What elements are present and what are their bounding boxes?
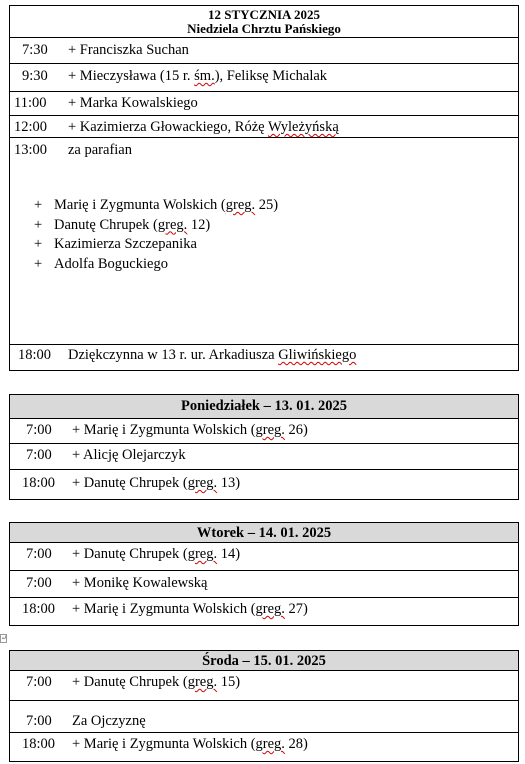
mass-intention: + Marię i Zygmunta Wolskich (greg. 26) <box>72 422 308 438</box>
mass-intention: Dziękczynna w 13 r. ur. Arkadiusza Gliwińskiego <box>68 347 357 363</box>
mass-time: 18:00 <box>22 475 56 491</box>
table-row <box>10 38 518 64</box>
table-row <box>10 571 518 598</box>
list-item: + Danutę Chrupek (greg. 12) <box>22 216 518 236</box>
mass-intention: za parafian <box>68 142 132 158</box>
monday-header: Poniedziałek – 13. 01. 2025 <box>10 395 518 419</box>
table-row <box>10 733 518 762</box>
sunday-schedule-table <box>9 5 519 371</box>
mass-time: 18:00 <box>22 601 56 617</box>
mass-time: 9:30 <box>22 68 48 84</box>
mass-time: 7:00 <box>26 447 52 463</box>
mass-time: 7:00 <box>26 575 52 591</box>
table-row <box>10 598 518 626</box>
table-row <box>10 671 518 701</box>
mass-intention: + Danutę Chrupek (greg. 13) <box>72 475 241 491</box>
intention-list <box>22 196 518 274</box>
mass-time: 7:00 <box>26 422 52 438</box>
table-row <box>10 701 518 733</box>
mass-time: 7:00 <box>26 674 52 690</box>
mass-time: 18:00 <box>18 347 52 363</box>
mass-time: 18:00 <box>22 736 56 752</box>
mass-intention: + Danutę Chrupek (greg. 15) <box>72 674 241 690</box>
table-row <box>10 92 518 116</box>
mass-time: 11:00 <box>14 95 47 111</box>
sunday-feast-name: Niedziela Chrztu Pańskiego <box>187 21 341 36</box>
mass-intention: + Monikę Kowalewską <box>72 575 208 591</box>
table-row <box>10 543 518 571</box>
mass-time: 12:00 <box>14 119 48 135</box>
list-item: + Marię i Zygmunta Wolskich (greg. 25) <box>22 196 518 216</box>
mass-intention: + Marka Kowalskiego <box>68 95 198 111</box>
sunday-header <box>10 6 518 38</box>
table-row <box>10 444 518 470</box>
monday-schedule-table <box>9 394 519 500</box>
mass-intention: + Mieczysława (15 r. śm.), Feliksę Michalak <box>68 68 328 84</box>
mass-time: 7:30 <box>22 42 48 58</box>
list-item: + Kazimierza Szczepanika <box>22 235 518 255</box>
wednesday-header: Środa – 15. 01. 2025 <box>10 651 518 671</box>
table-row <box>10 345 518 370</box>
anchor-marker-icon: ↵ <box>1 634 7 642</box>
table-row <box>10 138 518 345</box>
wednesday-schedule-table <box>9 650 519 762</box>
tuesday-schedule-table <box>9 522 519 626</box>
table-row <box>10 64 518 92</box>
tuesday-header: Wtorek – 14. 01. 2025 <box>10 523 518 543</box>
mass-time: 7:00 <box>26 713 52 729</box>
table-row <box>10 470 518 500</box>
mass-intention: + Marię i Zygmunta Wolskich (greg. 28) <box>72 736 308 752</box>
mass-time: 13:00 <box>14 142 48 158</box>
sunday-date-title: 12 STYCZNIA 2025 <box>208 7 320 22</box>
mass-time: 7:00 <box>26 546 52 562</box>
list-item: + Adolfa Boguckiego <box>22 255 518 275</box>
mass-intention: + Marię i Zygmunta Wolskich (greg. 27) <box>72 601 308 617</box>
mass-intention: + Franciszka Suchan <box>68 42 189 58</box>
table-row <box>10 419 518 444</box>
mass-intention: + Kazimierza Głowackiego, Różę Wyleżyńską <box>68 119 339 135</box>
mass-intention: + Alicję Olejarczyk <box>72 447 186 463</box>
table-row <box>10 116 518 138</box>
mass-intention: + Danutę Chrupek (greg. 14) <box>72 546 241 562</box>
mass-intention: Za Ojczyznę <box>72 713 146 729</box>
